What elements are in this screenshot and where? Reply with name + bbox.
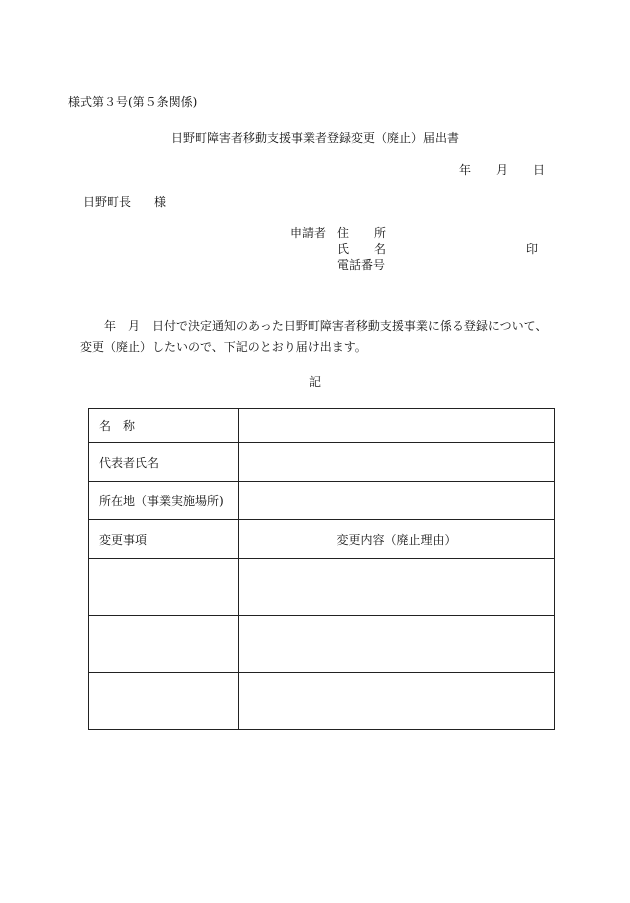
- representative-value-cell[interactable]: [239, 443, 555, 482]
- table-row-location: [89, 482, 555, 520]
- change-item-cell[interactable]: [89, 559, 239, 616]
- change-content-cell[interactable]: [239, 616, 555, 673]
- document-title: 日野町障害者移動支援事業者登録変更（廃止）届出書: [170, 131, 459, 145]
- phone-label: 電話番号: [337, 258, 386, 272]
- name-label-part1: 氏: [337, 242, 350, 256]
- body-paragraph: [80, 316, 570, 358]
- date-year-label: 年: [459, 163, 472, 177]
- table-row-change-header: [89, 520, 555, 559]
- recipient-name: 日野町長: [83, 195, 132, 209]
- date-month-label: 月: [496, 163, 509, 177]
- name-label-part2: 名: [374, 242, 387, 256]
- table-row: [89, 559, 555, 616]
- change-content-cell[interactable]: [239, 673, 555, 730]
- change-item-cell[interactable]: [89, 673, 239, 730]
- body-line-2: 変更（廃止）したいので、下記のとおり届け出ます。: [80, 340, 367, 354]
- table-row: [89, 673, 555, 730]
- name-label-cell: 名 称: [89, 409, 239, 443]
- change-content-cell[interactable]: [239, 559, 555, 616]
- body-line-1: 年 月 日付で決定通知のあった日野町障害者移動支援事業に係る登録について、: [104, 319, 548, 333]
- representative-label-cell: 代表者氏名: [89, 443, 239, 482]
- date-day-label: 日: [533, 163, 546, 177]
- table-row-representative: [89, 443, 555, 482]
- applicant-label: 申請者: [290, 226, 327, 240]
- form-number: 様式第３号(第５条関係): [68, 95, 198, 109]
- address-label-part1: 住: [337, 226, 350, 240]
- recipient-suffix: 様: [154, 195, 167, 209]
- location-value-cell[interactable]: [239, 482, 555, 520]
- seal-mark: 印: [526, 242, 539, 256]
- address-label-part2: 所: [374, 226, 387, 240]
- location-label-cell: 所在地（事業実施場所): [89, 482, 239, 520]
- change-item-header: 変更事項: [89, 520, 239, 559]
- table-row-name: [89, 409, 555, 443]
- registration-change-table: [88, 408, 555, 730]
- change-content-header: 変更内容（廃止理由）: [239, 520, 555, 559]
- table-row: [89, 616, 555, 673]
- name-value-cell[interactable]: [239, 409, 555, 443]
- ki-heading: 記: [308, 375, 321, 389]
- change-item-cell[interactable]: [89, 616, 239, 673]
